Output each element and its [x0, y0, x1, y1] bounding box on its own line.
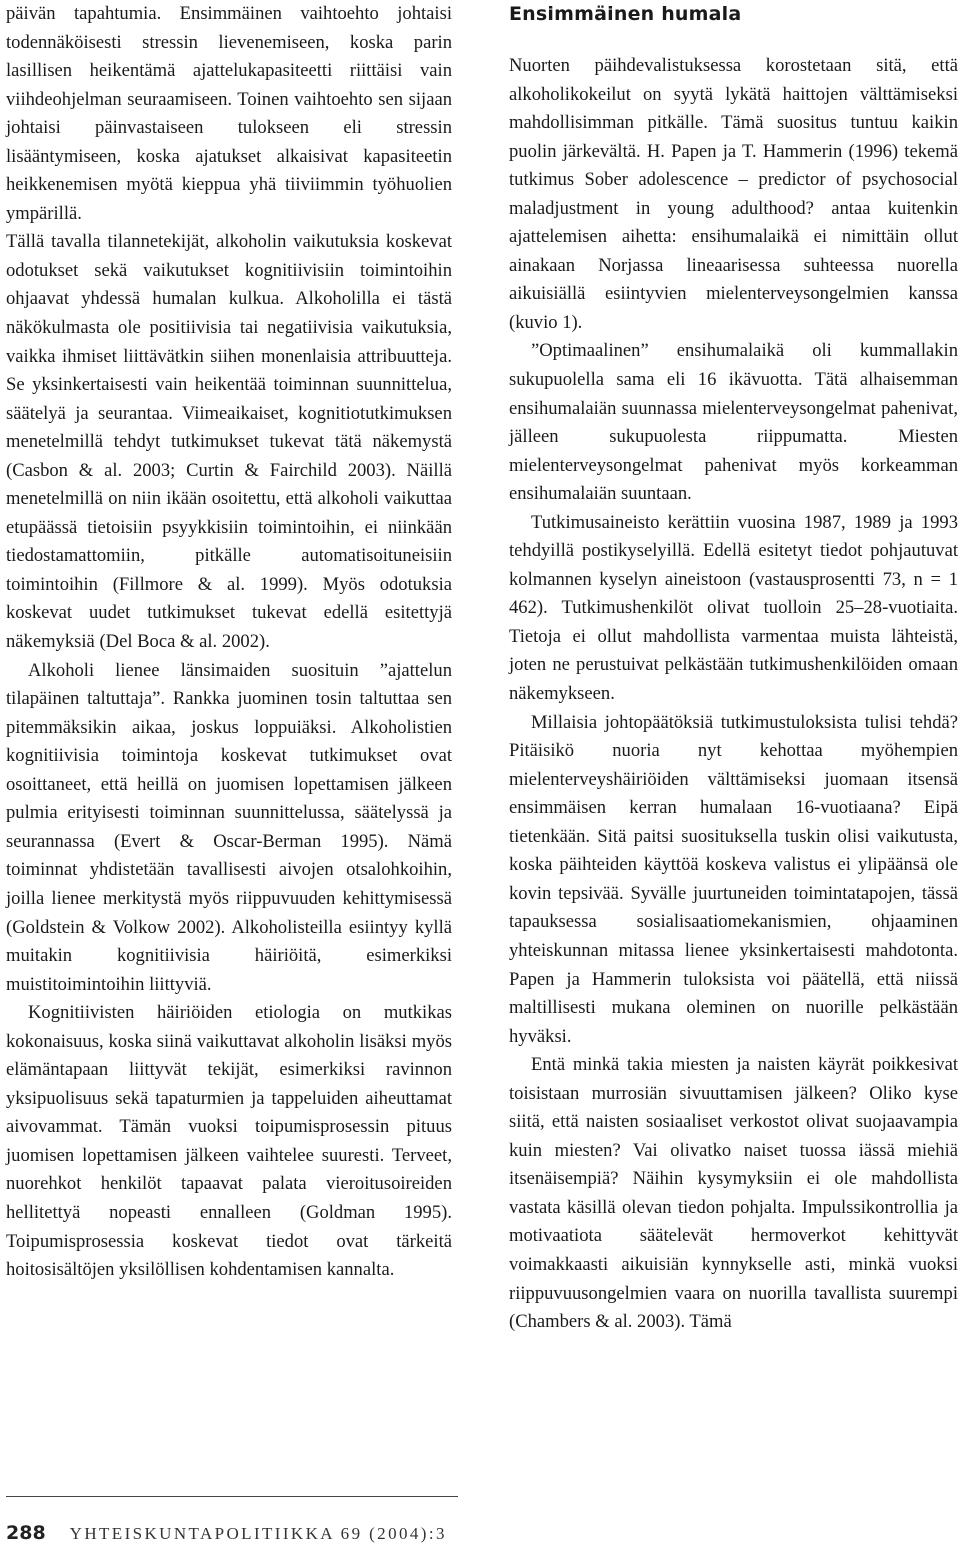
journal-name: YHTEISKUNTAPOLITIIKKA 69 (2004):3 — [69, 1524, 447, 1543]
page-number: 288 — [6, 1522, 46, 1544]
body-paragraph: Millaisia johtopäätöksiä tutkimustuloksista tulisi tehdä? Pitäisikö nuoria nyt kehottaa myöhempien mielenterveyshäiriöiden välttämiseksi juomaan itsensä ensimmäisen kerran humalaan 16-vuotiaana? Eipä tietenkään. Sitä paitsi suosituksella tuskin olisi vaikutusta, koska päihteiden käyttöä koskeva valistus ei ylipäänsä ole kovin tepsivää. Syvälle juurtuneiden toimintatapojen, tässä tapauksessa sosialisaatiomekanismien, ohjaaminen yhteiskunnan mitassa lienee yksinkertaisesti mahdotonta. Papen ja Hammerin tuloksista voi päätellä, että niissä maltillisesti mukana oleminen on nuorille pelkästään hyväksi. — [509, 711, 958, 1047]
footer-divider — [6, 1496, 458, 1497]
body-paragraph: Alkoholi lienee länsimaiden suosituin ”ajattelun tilapäinen taltuttaja”. Rankka juominen tosin taltuttaa sen pitemmäksikin aikaa, joskus loppuiäksi. Alkoholistien kognitiivisia toimintoja koskevat tutkimukset ovat osoittaneet, että heillä on juomisen lopettamisen jälkeen pulmia erityisesti toiminnan suunnittelussa, säätelyssä ja seurannassa (Evert & Oscar-Berman 1995). Nämä toiminnat yhdistetään tavallisesti aivojen otsalohkoihin, joilla lienee merkitystä myös riippuvuuden kehittymisessä (Goldstein & Volkow 2002). Alkoholisteilla esiintyy kyllä muitakin kognitiivisia häiriöitä, esimerkiksi muistitoimintoihin liittyviä. — [6, 659, 452, 995]
left-column — [6, 0, 452, 1285]
body-paragraph: Entä minkä takia miesten ja naisten käyrät poikkesivat toisistaan murrosiän sivuuttamisen jälkeen? Oliko kyse siitä, että naisten sosiaaliset verkostot olivat suojaavampia kuin miesten? Vai olivatko naiset tuossa iässä miehiä itsenäisempiä? Näihin kysymyksiin ei ole mahdollista vastata käsillä olevan tiedon pohjalta. Impulssikontrollia ja motivaatiota säätelevät hermoverkot kehittyvät voimakkaasti aikuisiän kynnykselle asti, minkä vuoksi riippuvuusongelmien vaara on nuorilla tavallista suurempi (Chambers & al. 2003). Tämä — [509, 1054, 958, 1333]
body-paragraph: Nuorten päihdevalistuksessa korostetaan sitä, että alkoholikokeilut on syytä lykätä haittojen välttämiseksi mahdollisimman pitkälle. Tämä suositus tuntuu kaikin puolin järkevältä. H. Papen ja T. Hammerin (1996) tekemä tutkimus Sober adolescence – predictor of psychosocial maladjustment in young adulthood? antaa kuitenkin ajattelemisen aihetta: ensihumalaikä ei nimittäin ollut ainakaan Norjassa lineaarisessa suhteessa nuorella aikuisiällä esiintyvien mielenterveysongelmien kanssa (kuvio 1). — [509, 55, 958, 333]
page-footer — [6, 1522, 447, 1552]
body-paragraph: Kognitiivisten häiriöiden etiologia on mutkikas kokonaisuus, koska siinä vaikuttavat alkoholin lisäksi myös elämäntapaan liittyvät tekijät, esimerkiksi ravinnon yksipuolisuus sekä tapaturmien ja tappeluiden aiheuttamat aivovammat. Tämän vuoksi toipumisprosessin pituus juomisen lopettamisen jälkeen vaihtelee suuresti. Terveet, nuorehkot henkilöt tapaavat palata vieroitusoireiden hellitettyä nopeasti ennalleen (Goldman 1995). Toipumisprosessia koskevat tiedot ovat tärkeitä hoitosisältöjen yksilöllisen kohdentamisen kannalta. — [6, 1002, 452, 1281]
section-heading: Ensimmäinen humala — [509, 3, 742, 25]
body-paragraph: Tutkimusaineisto kerättiin vuosina 1987, 1989 ja 1993 tehdyillä postikyselyillä. Edellä esitetyt tiedot pohjautuvat kolmannen kyselyn aineistoon (vastausprosentti 73, n = 1 462). Tutkimushenkilöt olivat tuolloin 25–28-vuotiaita. Tietoja ei ollut mahdollista varmentaa muista lähteistä, joten ne perustuivat pelkästään tutkimushenkilöiden omaan näkemykseen. — [509, 511, 958, 705]
body-paragraph: ”Optimaalinen” ensihumalaikä oli kummallakin sukupuolella sama eli 16 ikävuotta. Tätä alhaisemman ensihumalaiän suunnassa mielenterveysongelmat pahenivat, jälleen sukupuolesta riippumatta. Miesten mielenterveysongelmat pahenivat myös korkeamman ensihumalaiän suuntaan. — [509, 340, 958, 505]
right-column — [509, 0, 958, 1337]
body-paragraph: päivän tapahtumia. Ensimmäinen vaihtoehto johtaisi todennäköisesti stressin lievenemiseen, koska parin lasillisen heikentämä ajattelukapasiteetti riittäisi vain viihdeohjelman seuraamiseen. Toinen vaihtoehto sen sijaan johtaisi päinvastaiseen tulokseen eli stressin lisääntymiseen, koska ajatukset alkaisivat kapasiteetin heikkenemisen myötä kieppua yhä tiiviimmin työhuolien ympärillä. — [6, 3, 452, 224]
body-paragraph: Tällä tavalla tilannetekijät, alkoholin vaikutuksia koskevat odotukset sekä vaikutukset kognitiivisiin toimintoihin ohjaavat yhdessä humalan kulkua. Alkoholilla ei tästä näkökulmasta ole positiivisia tai negatiivisia vaikutuksia, vaikka ihmiset liittävätkin siihen monenlaisia attribuutteja. Se yksinkertaisesti vain heikentää toiminnan suunnittelua, säätelyä ja seurantaa. Viimeaikaiset, kognitiotutkimuksen menetelmillä tehdyt tutkimukset tukevat tätä näkemystä (Casbon & al. 2003; Curtin & Fairchild 2003). Näillä menetelmillä on niin ikään osoitettu, että alkoholi vaikuttaa etupäässä tietoisiin psyykkisiin toimintoihin, ei niinkään tiedostamattomiin, pitkälle automatisoituneisiin toimintoihin (Fillmore & al. 1999). Myös odotuksia koskevat uudet tutkimukset tukevat edellä esitettyjä näkemyksiä (Del Boca & al. 2002). — [6, 231, 452, 653]
